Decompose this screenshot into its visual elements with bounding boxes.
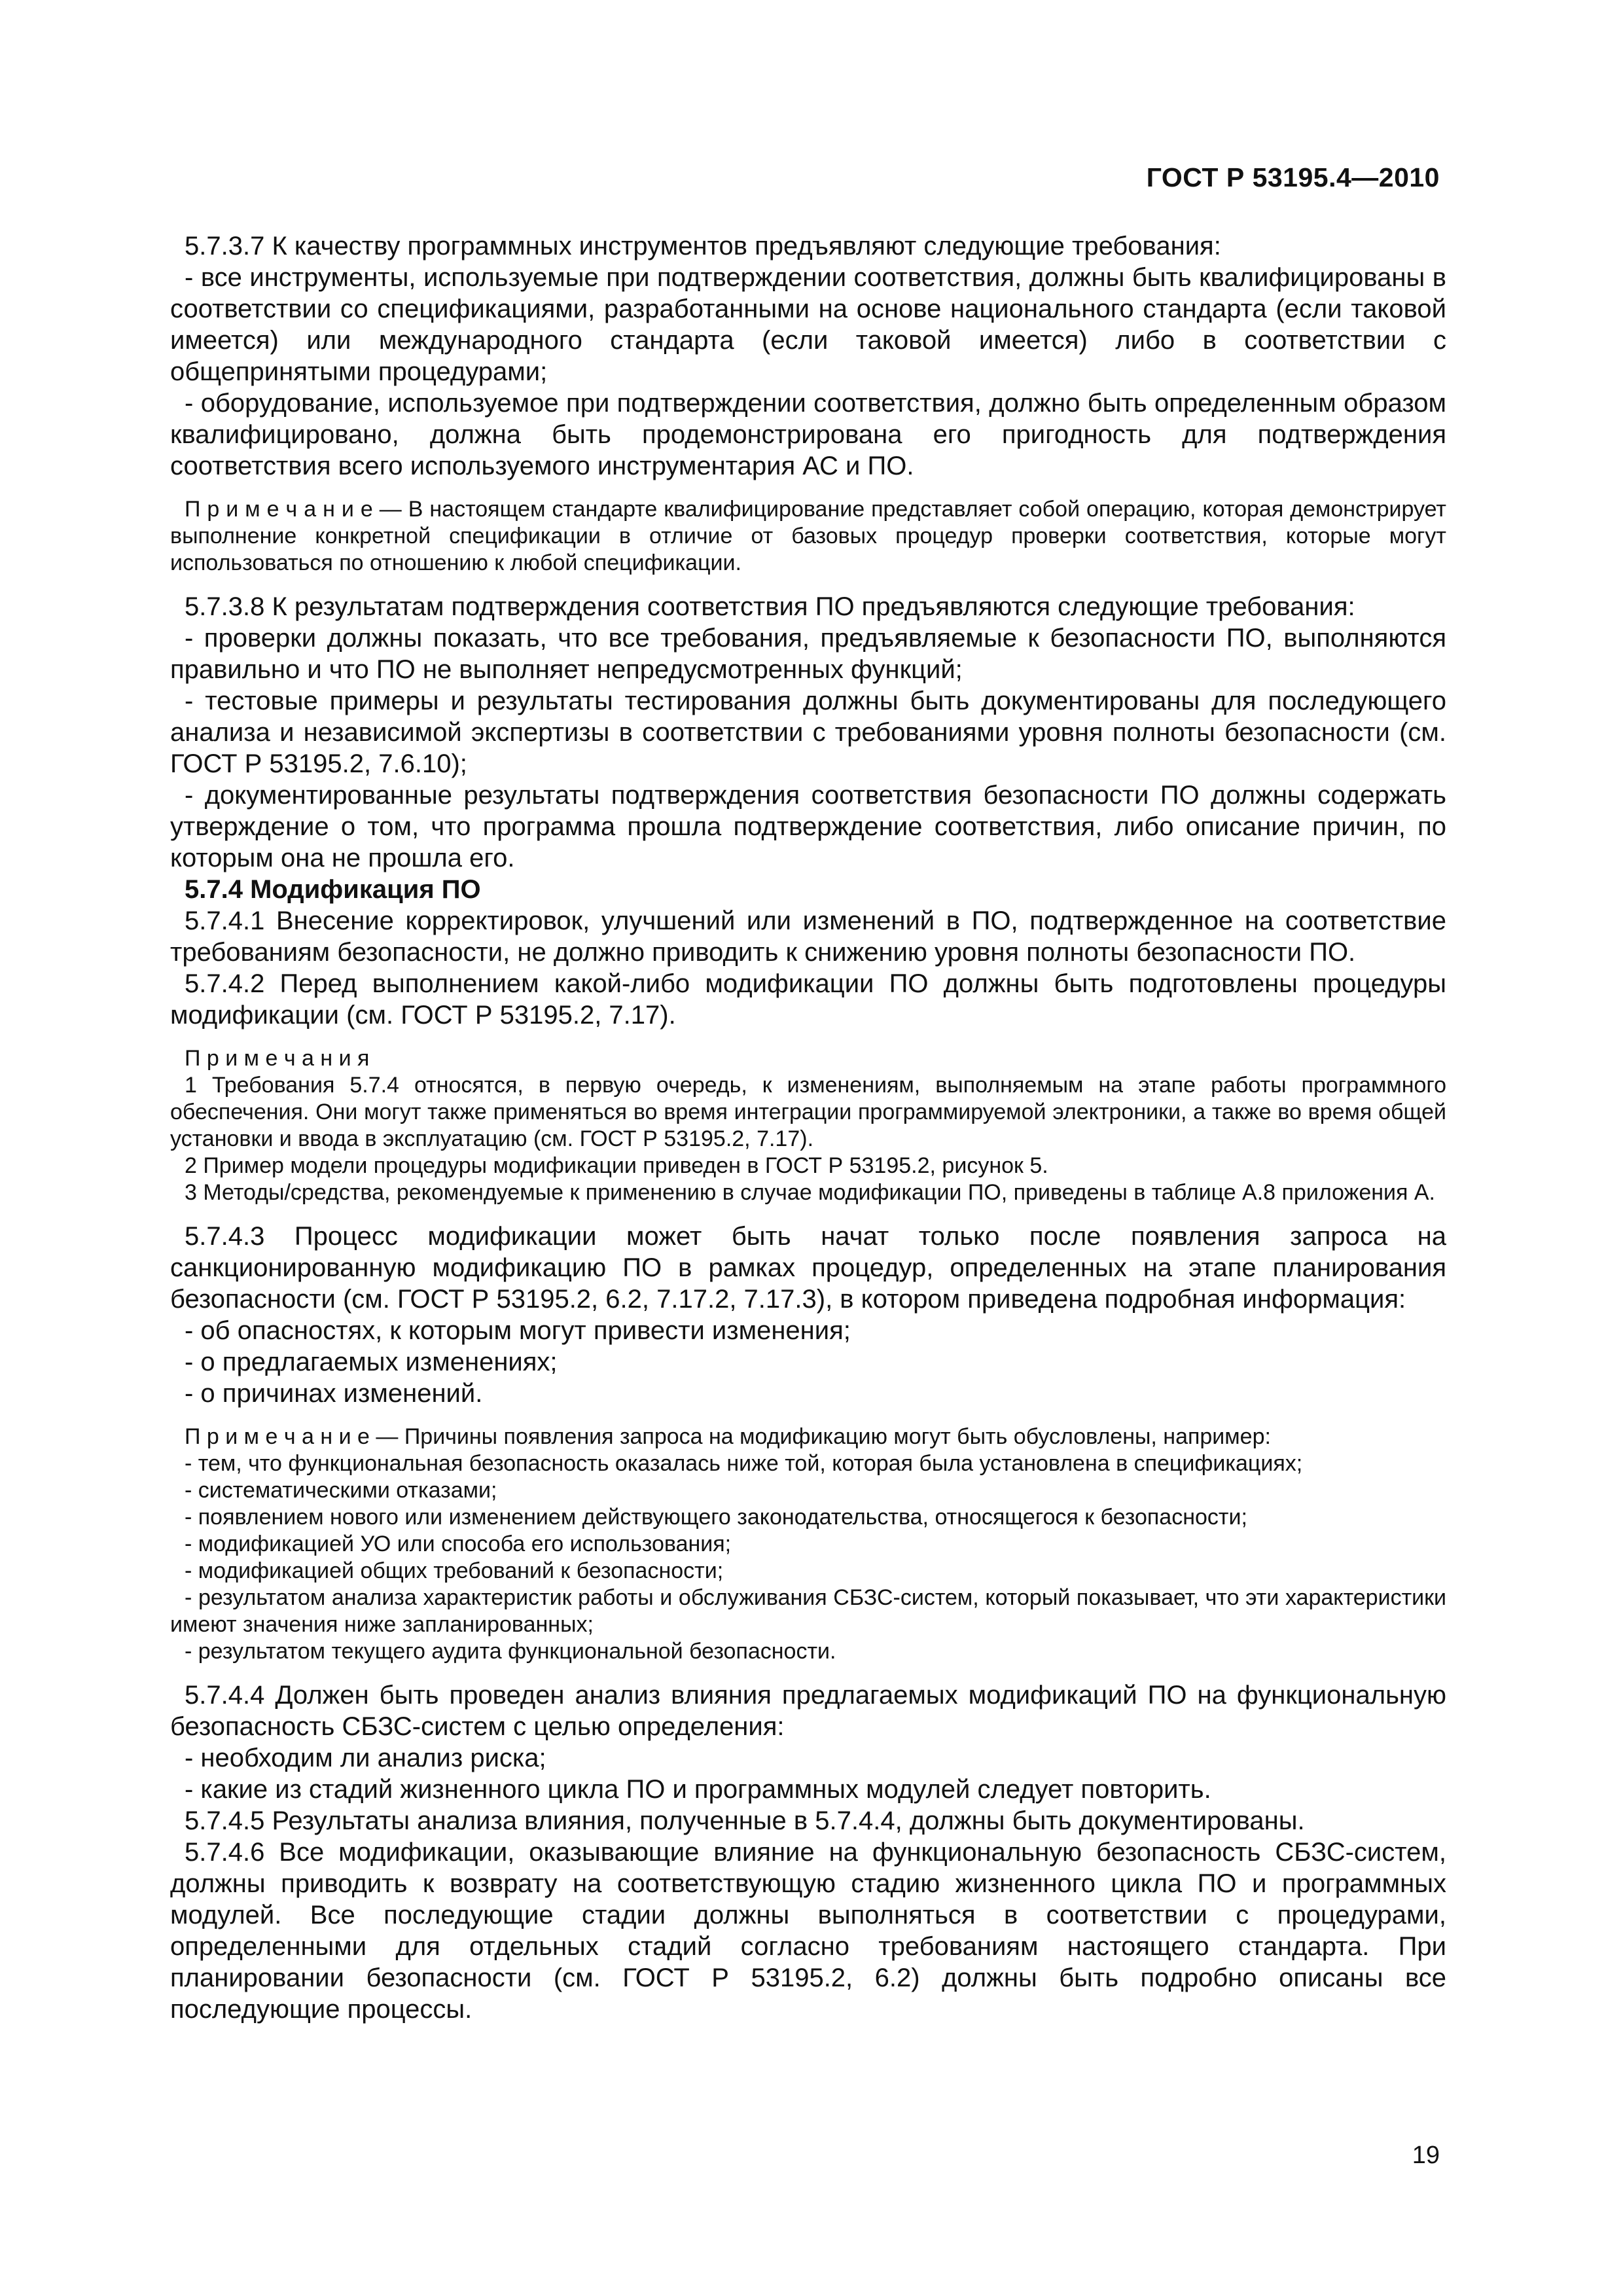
note-item: - появлением нового или изменением действующего законодательства, относящегося к безопасности; xyxy=(185,1505,1247,1530)
note-item: - результатом анализа характеристик работы и обслуживания СБЗС-систем, который показывает, что эти характеристики имеют значения ниже запланированных; xyxy=(170,1585,1446,1637)
note-text: — Причины появления запроса на модификацию могут быть обусловлены, например: xyxy=(369,1424,1271,1449)
note-label: П р и м е ч а н и е xyxy=(185,1424,370,1449)
note-5737 xyxy=(170,496,1446,577)
clause-5738-item: - документированные результаты подтверждения соответствия безопасности ПО должны содержать утверждение о том, что программа прошла подтверждение соответствия, либо описание причин, по которым она не прошла его. xyxy=(170,781,1446,872)
note-paragraph xyxy=(170,1424,1446,1450)
clause-5737-item: - оборудование, используемое при подтверждении соответствия, должно быть определенным образом квалифицировано, должна быть продемонстрирована его пригодность для подтверждения соответствия всего используемого инструментария АС и ПО. xyxy=(170,389,1446,480)
note-item: - модификацией УО или способа его использования; xyxy=(185,1532,732,1556)
note-item: - тем, что функциональная безопасность оказалась ниже той, которая была установлена в спецификациях; xyxy=(185,1451,1303,1476)
note-label: П р и м е ч а н и е xyxy=(185,497,373,522)
page-number: 19 xyxy=(1412,2142,1440,2169)
clause-5738-item: - проверки должны показать, что все требования, предъявляемые к безопасности ПО, выполняются правильно и что ПО не выполняет непредусмотренных функций; xyxy=(170,624,1446,684)
document-header: ГОСТ Р 53195.4—2010 xyxy=(1146,162,1440,192)
note-5743 xyxy=(170,1424,1446,1665)
clause-5743-item: - о причинах изменений. xyxy=(185,1379,483,1408)
note-item: 2 Пример модели процедуры модификации приведен в ГОСТ Р 53195.2, рисунок 5. xyxy=(185,1153,1048,1178)
clause-5741: 5.7.4.1 Внесение корректировок, улучшений или изменений в ПО, подтвержденное на соответствие требованиям безопасности, не должно приводить к снижению уровня полноты безопасности ПО. xyxy=(170,906,1446,967)
note-item: 1 Требования 5.7.4 относятся, в первую очередь, к изменениям, выполняемым на этапе работы программного обеспечения. Они могут также применяться во время интеграции программируемой электроники, а также во время общей установки и ввода в эксплуатацию (см. ГОСТ Р 53195.2, 7.17). xyxy=(170,1073,1446,1151)
note-text: — В настоящем стандарте квалифицирование представляет собой операцию, которая демонстрирует выполнение конкретной спецификации в отличие от базовых процедур проверки соответствия, которые могут использоваться по отношению к любой спецификации. xyxy=(170,497,1446,575)
document-body xyxy=(170,230,1446,2025)
clause-5743-item: - о предлагаемых изменениях; xyxy=(185,1348,558,1376)
clause-5746: 5.7.4.6 Все модификации, оказывающие влияние на функциональную безопасность СБЗС-систем, должны приводить к возврату на соответствующую стадию жизненного цикла ПО и программных модулей. Все последующие стадии должны выполняться в соответствии с процедурами, определенными для отдельных стадий согласно требованиям настоящего стандарта. При планировании безопасности (см. ГОСТ Р 53195.2, 6.2) должны быть подробно описаны все последующие процессы. xyxy=(170,1838,1446,2024)
note-item: 3 Методы/средства, рекомендуемые к применению в случае модификации ПО, приведены в таблице А.8 приложения А. xyxy=(185,1180,1435,1205)
clause-5743-item: - об опасностях, к которым могут привести изменения; xyxy=(185,1316,851,1345)
notes-5742 xyxy=(170,1045,1446,1206)
note-paragraph xyxy=(170,496,1446,577)
clause-5738-intro: 5.7.3.8 К результатам подтверждения соответствия ПО предъявляются следующие требования: xyxy=(185,592,1355,621)
clause-5745: 5.7.4.5 Результаты анализа влияния, полученные в 5.7.4.4, должны быть документированы. xyxy=(185,1806,1305,1835)
clause-5738-item: - тестовые примеры и результаты тестирования должны быть документированы для последующего анализа и независимой экспертизы в соответствии с требованиями уровня полноты безопасности (см. ГОСТ Р 53195.2, 7.6.10); xyxy=(170,687,1446,778)
clause-5744-item: - необходим ли анализ риска; xyxy=(185,1744,546,1772)
notes-label: П р и м е ч а н и я xyxy=(185,1046,370,1071)
note-item: - систематическими отказами; xyxy=(185,1478,497,1503)
note-item: - модификацией общих требований к безопасности; xyxy=(185,1558,724,1583)
clause-5737-item: - все инструменты, используемые при подтверждении соответствия, должны быть квалифицированы в соответствии со спецификациями, разработанными на основе национального стандарта (если таковой имеется) или международного стандарта (если таковой имеется) либо в соответствии с общепринятыми процедурами; xyxy=(170,263,1446,386)
clause-5744: 5.7.4.4 Должен быть проведен анализ влияния предлагаемых модификаций ПО на функциональную безопасность СБЗС-систем с целью определения: xyxy=(170,1681,1446,1741)
note-item: - результатом текущего аудита функциональной безопасности. xyxy=(185,1639,836,1664)
section-heading-574: 5.7.4 Модификация ПО xyxy=(185,875,481,904)
clause-5737-intro: 5.7.3.7 К качеству программных инструментов предъявляют следующие требования: xyxy=(185,232,1221,260)
clause-5742: 5.7.4.2 Перед выполнением какой-либо модификации ПО должны быть подготовлены процедуры модификации (см. ГОСТ Р 53195.2, 7.17). xyxy=(170,969,1446,1030)
clause-5744-item: - какие из стадий жизненного цикла ПО и программных модулей следует повторить. xyxy=(185,1775,1211,1804)
clause-5743: 5.7.4.3 Процесс модификации может быть начат только после появления запроса на санкционированную модификацию ПО в рамках процедур, определенных на этапе планирования безопасности (см. ГОСТ Р 53195.2, 6.2, 7.17.2, 7.17.3), в котором приведена подробная информация: xyxy=(170,1222,1446,1314)
